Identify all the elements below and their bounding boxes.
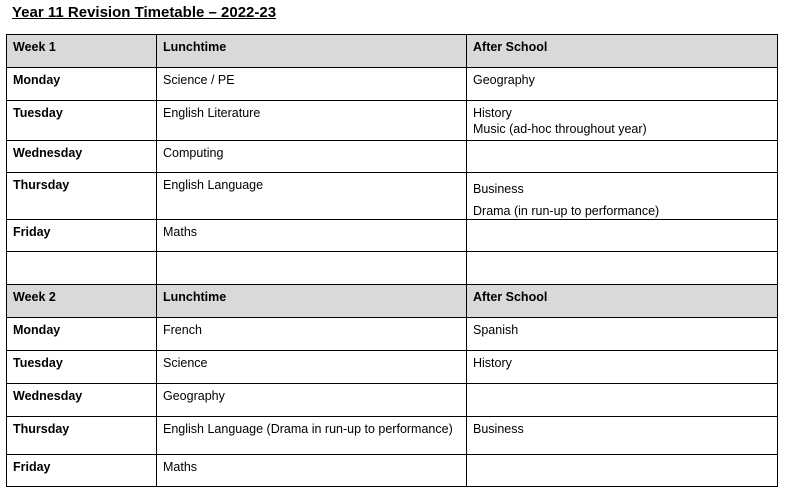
table-row <box>7 351 778 384</box>
lunch-cell: Computing <box>157 141 467 173</box>
lunch-cell: Science <box>157 351 467 384</box>
after-school-cell <box>467 318 778 351</box>
day-cell: Wednesday <box>7 141 157 173</box>
table-row <box>7 384 778 417</box>
day-cell: Tuesday <box>7 351 157 384</box>
day-cell: Tuesday <box>7 101 157 141</box>
week1-header-row <box>7 35 778 68</box>
week2-header-lunchtime: Lunchtime <box>157 285 467 318</box>
lunch-cell: Geography <box>157 384 467 417</box>
after-school-item: Geography <box>473 73 535 87</box>
after-school-cell <box>467 220 778 252</box>
day-cell: Monday <box>7 68 157 101</box>
table-row <box>7 68 778 101</box>
table-row <box>7 318 778 351</box>
empty-cell <box>467 252 778 285</box>
after-school-item: History <box>473 356 512 370</box>
after-school-item: Drama (in run-up to performance) <box>473 204 660 218</box>
after-school-cell <box>467 351 778 384</box>
day-cell: Wednesday <box>7 384 157 417</box>
lunch-cell: Science / PE <box>157 68 467 101</box>
after-school-item: Business <box>473 182 524 196</box>
day-cell: Thursday <box>7 173 157 220</box>
lunch-cell: English Literature <box>157 101 467 141</box>
revision-timetable <box>6 34 778 487</box>
day-cell: Thursday <box>7 417 157 455</box>
lunch-cell: English Language <box>157 173 467 220</box>
after-school-cell <box>467 68 778 101</box>
lunch-cell: Maths <box>157 220 467 252</box>
after-school-cell <box>467 101 778 141</box>
day-cell: Friday <box>7 455 157 487</box>
empty-cell <box>157 252 467 285</box>
after-school-item: Music (ad-hoc throughout year) <box>473 122 647 136</box>
after-school-cell <box>467 384 778 417</box>
week2-header-after-school: After School <box>467 285 778 318</box>
lunch-cell: Maths <box>157 455 467 487</box>
table-row <box>7 101 778 141</box>
table-row <box>7 417 778 455</box>
day-cell: Friday <box>7 220 157 252</box>
lunch-cell: English Language (Drama in run-up to performance) <box>157 417 467 455</box>
table-row <box>7 220 778 252</box>
spacer-row <box>7 252 778 285</box>
after-school-cell <box>467 141 778 173</box>
week1-header-week: Week 1 <box>7 35 157 68</box>
week2-header-week: Week 2 <box>7 285 157 318</box>
after-school-cell <box>467 173 778 220</box>
after-school-cell <box>467 417 778 455</box>
week1-header-lunchtime: Lunchtime <box>157 35 467 68</box>
week2-header-row <box>7 285 778 318</box>
week1-header-after-school: After School <box>467 35 778 68</box>
after-school-item: History <box>473 106 512 120</box>
lunch-cell: French <box>157 318 467 351</box>
page-title: Year 11 Revision Timetable – 2022-23 <box>12 4 277 21</box>
table-row <box>7 173 778 220</box>
after-school-item: Spanish <box>473 323 519 337</box>
empty-cell <box>7 252 157 285</box>
table-row <box>7 141 778 173</box>
day-cell: Monday <box>7 318 157 351</box>
after-school-cell <box>467 455 778 487</box>
after-school-item: Business <box>473 422 524 436</box>
table-row <box>7 455 778 487</box>
